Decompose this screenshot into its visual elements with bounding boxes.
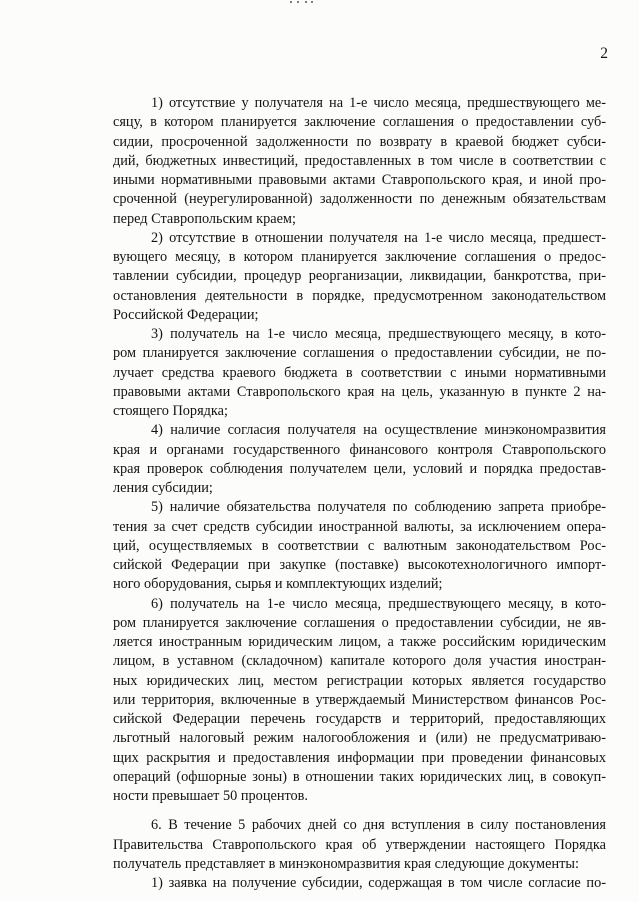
text-line: перед Ставропольским краем; — [113, 210, 296, 227]
paragraph — [113, 874, 606, 893]
text-line: 6) получатель на 1-е число месяца, предшествующего месяцу, в кото- — [151, 595, 606, 612]
text-line: сроченной (неурегулированной) задолженности по денежным обязательствам — [113, 191, 606, 208]
paragraph — [113, 498, 606, 594]
text-line: Российской Федерации; — [113, 306, 259, 323]
paragraph — [113, 816, 606, 874]
text-line: получатель представляет в минэкономразвития края следующие документы: — [113, 855, 579, 872]
paragraph-gap — [113, 806, 606, 816]
text-line: тения за счет средств субсидии иностранной валюты, за исключением опера- — [113, 518, 606, 535]
text-line: сийской Федерации при закупке (поставке) высокотехнологичного импорт- — [113, 557, 606, 573]
text-line: стоящего Порядка; — [113, 403, 228, 419]
paragraph — [113, 595, 606, 807]
text-line: сийской Федерации перечень государств и территорий, предоставляющих — [113, 711, 606, 727]
text-line: ного оборудования, сырья и комплектующих изделий; — [113, 576, 443, 593]
text-line: ления субсидии; — [113, 480, 213, 496]
paragraph — [113, 421, 606, 498]
text-line: или территория, включенные в утверждаемый Министерством финансов Рос- — [113, 691, 606, 708]
text-line: ром планируется заключение соглашения о предоставлении субсидии, не яв- — [113, 614, 606, 631]
text-line: иными нормативными правовыми актами Ставропольского края, и иной про- — [113, 172, 606, 188]
page-number: 2 — [600, 45, 608, 62]
text-line: 1) отсутствие у получателя на 1-е число месяца, предшествующего ме- — [151, 95, 606, 111]
text-line: сяцу, в котором планируется заключение соглашения о предоставлении суб- — [113, 114, 606, 131]
scan-artifact-dots — [288, 0, 314, 6]
text-line: 1) заявка на получение субсидии, содержащая в том числе согласие по- — [151, 875, 606, 891]
text-line: ности превышает 50 процентов. — [113, 788, 308, 804]
text-line: Правительства Ставропольского края об утверждении настоящего Порядка — [113, 836, 606, 853]
text-line: 4) наличие согласия получателя на осуществление минэкономразвития — [151, 422, 606, 439]
text-line: правовыми актами Ставропольского края на цель, указанную в пункте 2 на- — [113, 383, 606, 400]
text-line: края проверок соблюдения получателем цели, условий и порядка предостав- — [113, 460, 606, 477]
document-body — [113, 94, 606, 893]
text-line: лицом, в уставном (складочном) капитале которого доля участия иностран- — [113, 653, 606, 670]
text-line: дий, бюджетных инвестиций, предоставленных в том числе в соответствии с — [113, 152, 606, 169]
text-line: щих раскрытия и предоставления информации при проведении финансовых — [113, 749, 606, 766]
text-line: 3) получатель на 1-е число месяца, предшествующего месяцу, в кото- — [151, 326, 606, 342]
text-line: края и органами государственного финансового контроля Ставропольского — [113, 441, 606, 458]
text-line: ций, осуществляемых в соответствии с валютным законодательством Рос- — [113, 537, 606, 554]
text-line: тавлении субсидии, процедур реорганизации, ликвидации, банкротства, при- — [113, 268, 606, 285]
text-line: остановления деятельности в порядке, предусмотренном законодательством — [113, 287, 606, 304]
text-line: ром планируется заключение соглашения о предоставлении субсидии, не по- — [113, 345, 606, 362]
text-line: ляется иностранным юридическим лицом, а также российским юридическим — [113, 634, 606, 650]
text-line: вующего месяцу, в котором планируется заключение соглашения о предос- — [113, 249, 606, 265]
paragraph — [113, 325, 606, 421]
text-line: 6. В течение 5 рабочих дней со дня вступления в силу постановления — [151, 817, 606, 834]
text-line: ных юридических лиц, местом регистрации которых является государство — [113, 672, 606, 689]
text-line: 5) наличие обязательства получателя по соблюдению запрета приобре- — [151, 499, 606, 516]
paragraph — [113, 229, 606, 325]
text-line: операций (офшорные зоны) в отношении таких юридических лиц, в совокуп- — [113, 768, 606, 785]
text-line: лучает средства краевого бюджета в соответствии с иными нормативными — [113, 364, 606, 381]
text-line: сидии, просроченной задолженности по возврату в краевой бюджет субси- — [113, 133, 606, 150]
text-line: льготный налоговый режим налогообложения и (или) не предусматриваю- — [113, 730, 606, 747]
paragraph — [113, 94, 606, 229]
text-line: 2) отсутствие в отношении получателя на 1-е число месяца, предшест- — [151, 229, 606, 246]
